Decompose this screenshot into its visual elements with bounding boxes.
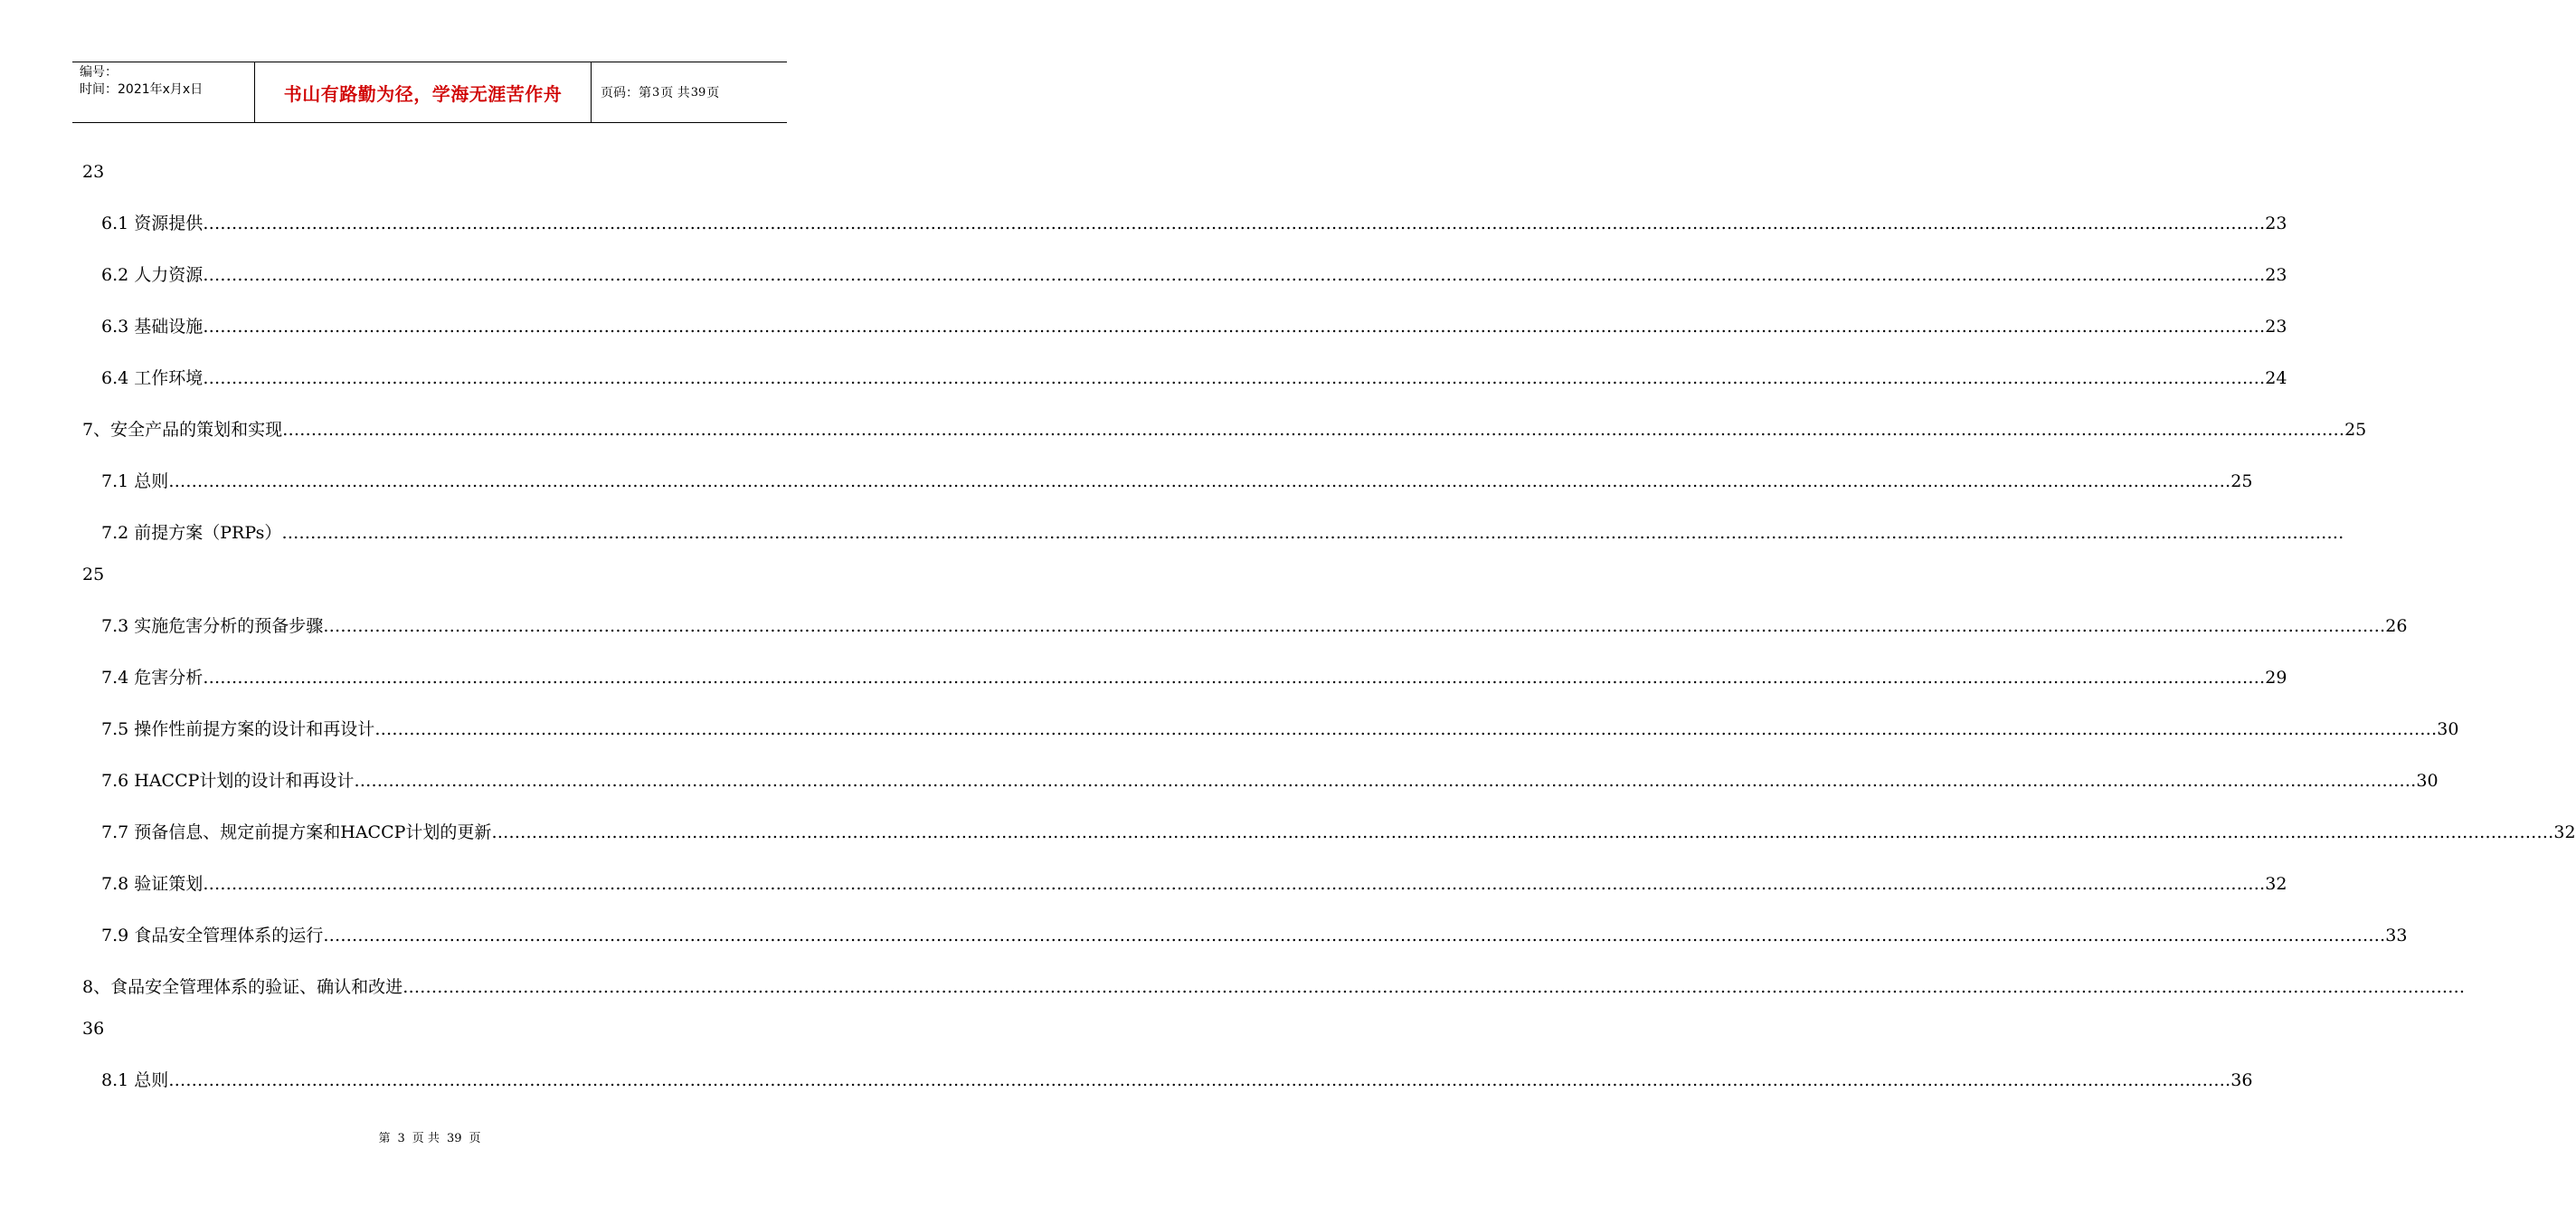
toc-continuation: 25 (82, 565, 105, 584)
toc-entry[interactable] (101, 667, 2287, 689)
toc-leader: ……………………………………………………………………………………………………………………………………………………………………………………………………………………………………………………………………………………………………………………………… (282, 420, 2345, 440)
toc-leader: ……………………………………………………………………………………………………………………………………………………………………………………………………………………………………………………………………………………………………………………………… (168, 471, 2231, 491)
toc-entry-title: 7.3 实施危害分析的预备步骤 (101, 616, 324, 636)
toc-entry-page: 23 (2265, 265, 2287, 285)
page-mid: 页 共 (660, 86, 690, 100)
toc-continuation: 36 (82, 1019, 105, 1039)
page-header (72, 62, 787, 123)
toc-entry-page: 25 (2230, 471, 2253, 491)
toc-entry-title: 6.4 工作环境 (101, 368, 204, 388)
toc-entry[interactable] (101, 615, 2408, 637)
toc-entry[interactable] (101, 1069, 2253, 1091)
toc-entry-title: 7.4 危害分析 (101, 668, 204, 688)
toc-leader: ……………………………………………………………………………………………………………………………………………………………………………………………………………………………………………………………………………………………………………………………… (323, 926, 2386, 945)
toc-entry-title: 7.9 食品安全管理体系的运行 (101, 926, 324, 945)
toc-entry[interactable] (101, 316, 2287, 337)
toc-entry-page: 26 (2385, 616, 2408, 636)
toc-leader: ……………………………………………………………………………………………………………………………………………………………………………………………………………………………………………………………………………………………………………………………… (203, 214, 2266, 233)
toc-entry-title: 6.2 人力资源 (101, 265, 204, 285)
toc-entry-title: 7.7 预备信息、规定前提方案和HACCP计划的更新 (101, 822, 492, 842)
toc-leader: ……………………………………………………………………………………………………………………………………………………………………………………………………………………………………………………………………………………………………………………………… (402, 977, 2466, 997)
toc-entry-page: 32 (2265, 874, 2287, 894)
page-suffix: 页 (706, 86, 720, 100)
toc-leader: ……………………………………………………………………………………………………………………………………………………………………………………………………………………………………………………………………………………………………………………………… (203, 368, 2266, 388)
toc-leader: ……………………………………………………………………………………………………………………………………………………………………………………………………………………………………………………………………………………………………………………………… (203, 668, 2266, 688)
toc-entry-title: 8.1 总则 (101, 1070, 169, 1090)
toc-entry-page: 32 (2553, 822, 2576, 842)
footer-prefix: 第 (378, 1132, 391, 1145)
toc-leader: ……………………………………………………………………………………………………………………………………………………………………………………………………………………………………………………………………………………………………………………………… (281, 523, 2344, 543)
toc-entry-title: 6.1 资源提供 (101, 214, 204, 233)
toc-entry-title: 7.5 操作性前提方案的设计和再设计 (101, 719, 375, 739)
toc-entry[interactable] (82, 419, 2367, 441)
toc-entry[interactable] (101, 822, 2576, 843)
page-current: 3 (652, 85, 660, 100)
toc-entry-page: 30 (2416, 771, 2439, 791)
page-footer (0, 1128, 859, 1145)
footer-mid: 页 共 (412, 1132, 440, 1145)
page-total: 39 (690, 85, 706, 100)
toc-leader: ……………………………………………………………………………………………………………………………………………………………………………………………………………………………………………………………………………………………………………………………… (203, 317, 2266, 337)
toc-leader: ……………………………………………………………………………………………………………………………………………………………………………………………………………………………………………………………………………………………………………………………… (323, 616, 2386, 636)
time-label: 时间：2021年x月x日 (80, 82, 204, 97)
toc-leader: ……………………………………………………………………………………………………………………………………………………………………………………………………………………………………………………………………………………………………………………………… (168, 1070, 2231, 1090)
toc-entry[interactable] (101, 873, 2287, 895)
page-prefix: 页码：第 (601, 86, 651, 100)
toc-entry-title: 7.8 验证策划 (101, 874, 204, 894)
toc-entry[interactable] (101, 264, 2287, 286)
toc-leader: ……………………………………………………………………………………………………………………………………………………………………………………………………………………………………………………………………………………………………………………………… (374, 719, 2438, 739)
toc-entry-page: 23 (2265, 214, 2287, 233)
toc-entry[interactable] (82, 976, 2466, 998)
footer-current: 3 (397, 1132, 405, 1145)
toc-entry-title: 6.3 基础设施 (101, 317, 204, 337)
header-motto: 书山有路勤为径，学海无涯苦作舟 (254, 62, 592, 122)
footer-total: 39 (446, 1132, 462, 1145)
toc-entry-page: 29 (2265, 668, 2287, 688)
toc-leader: ……………………………………………………………………………………………………………………………………………………………………………………………………………………………………………………………………………………………………………………………… (203, 265, 2266, 285)
toc-entry-title: 8、食品安全管理体系的验证、确认和改进 (82, 977, 403, 997)
toc-entry-page: 23 (2265, 317, 2287, 337)
toc-entry[interactable] (101, 367, 2287, 389)
footer-suffix: 页 (469, 1132, 481, 1145)
toc-leader: ……………………………………………………………………………………………………………………………………………………………………………………………………………………………………………………………………………………………………………………………… (203, 874, 2266, 894)
toc-entry-page: 33 (2385, 926, 2408, 945)
toc-entry[interactable] (101, 470, 2253, 492)
toc-entry-page: 30 (2437, 719, 2459, 739)
header-meta (72, 62, 254, 122)
toc-entry-title: 7.1 总则 (101, 471, 169, 491)
toc-entry-page: 24 (2265, 368, 2287, 388)
toc-continuation: 23 (82, 162, 105, 182)
toc-entry-title: 7.2 前提方案（PRPs） (101, 523, 282, 543)
toc-entry-page: 25 (2344, 420, 2367, 440)
toc-entry-title: 7.6 HACCP计划的设计和再设计 (101, 771, 355, 791)
toc-entry[interactable] (101, 925, 2408, 946)
toc-entry-page: 36 (2230, 1070, 2253, 1090)
toc-entry[interactable] (101, 770, 2439, 792)
toc-entry[interactable] (101, 718, 2459, 740)
toc-entry[interactable] (101, 522, 2344, 544)
toc-entry-title: 7、安全产品的策划和实现 (82, 420, 283, 440)
toc-leader: ……………………………………………………………………………………………………………………………………………………………………………………………………………………………………………………………………………………………………………………………… (491, 822, 2554, 842)
code-label: 编号： (80, 65, 118, 80)
header-page-info (592, 62, 787, 122)
toc-entry[interactable] (101, 213, 2287, 234)
toc-leader: ……………………………………………………………………………………………………………………………………………………………………………………………………………………………………………………………………………………………………………………………… (354, 771, 2417, 791)
